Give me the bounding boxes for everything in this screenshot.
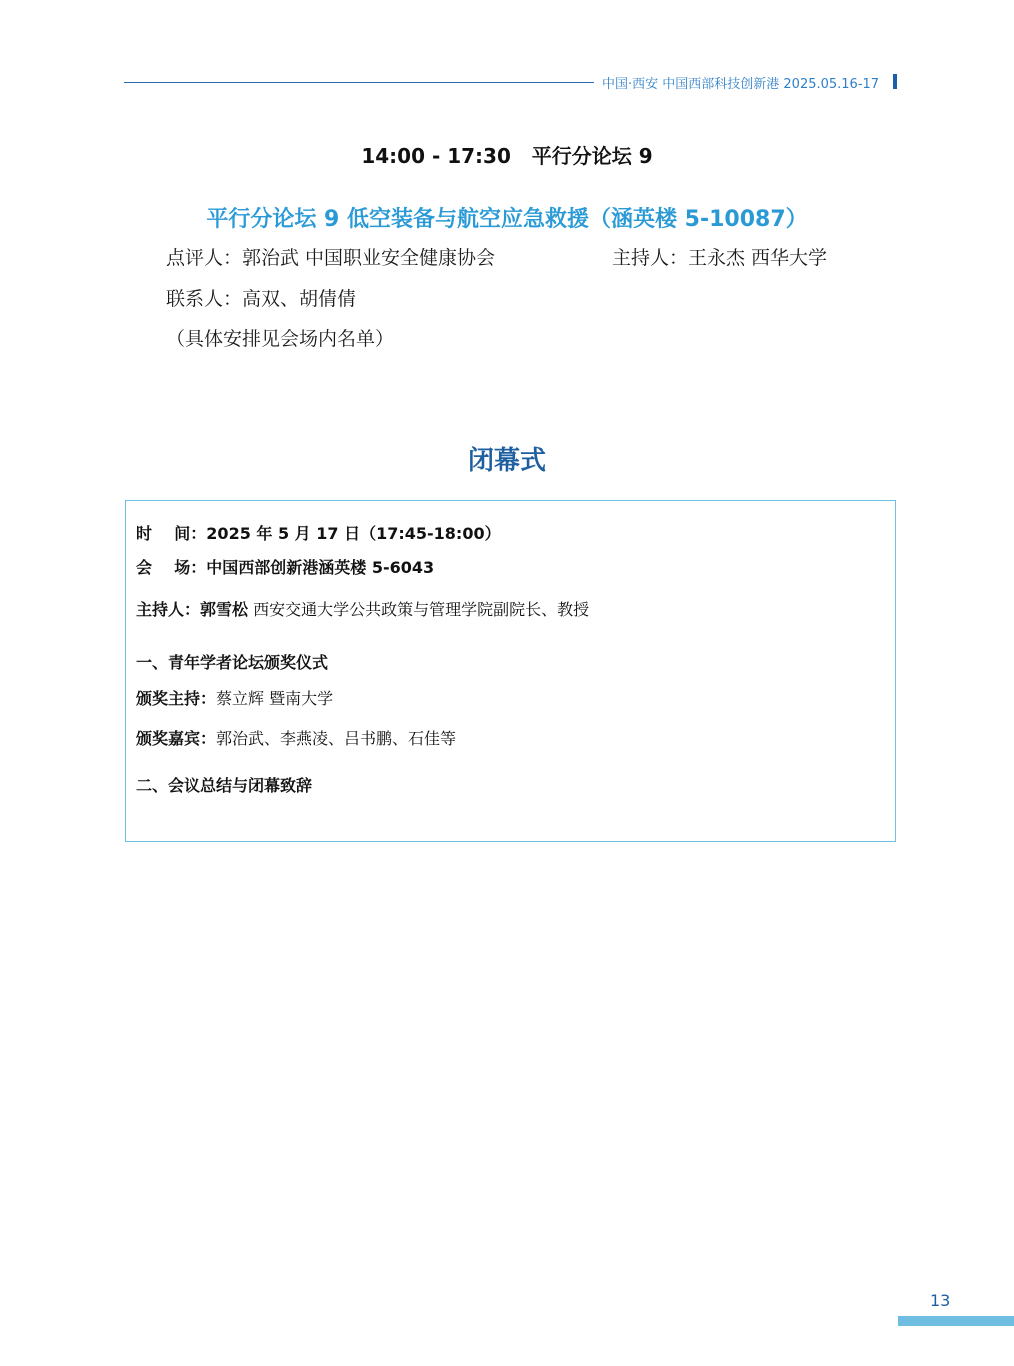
page-number: 13 — [930, 1291, 951, 1310]
header-text: 中国·西安 中国西部科技创新港 2025.05.16-17 — [602, 77, 880, 92]
closing-time-value: 2025 年 5 月 17 日（17:45-18:00） — [206, 524, 501, 543]
closing-time-label: 时 间： — [136, 524, 207, 543]
award-guests-label: 颁奖嘉宾： — [136, 729, 217, 748]
forum-title: 平行分论坛 9 低空装备与航空应急救援（涵英楼 5-10087） — [206, 207, 808, 232]
header-accent-bar — [893, 74, 897, 89]
closing-host-row — [136, 597, 589, 620]
award-guests-row — [136, 726, 456, 749]
closing-host-desc: 西安交通大学公共政策与管理学院副院长、教授 — [248, 600, 590, 619]
closing-info-box — [125, 500, 896, 842]
closing-section-2 — [136, 773, 312, 796]
closing-venue-value: 中国西部创新港涵英楼 5-6043 — [206, 558, 435, 577]
session-time-title: 14:00 - 17:30 平行分论坛 9 — [361, 144, 653, 168]
header-rule — [124, 82, 594, 83]
section-1-title: 一、青年学者论坛颁奖仪式 — [136, 653, 329, 672]
award-host-value: 蔡立辉 暨南大学 — [216, 689, 334, 708]
closing-host-label: 主持人： — [136, 600, 201, 619]
closing-host-name: 郭雪松 — [200, 600, 249, 619]
forum-note: （具体安排见会场内名单） — [166, 328, 395, 350]
closing-venue-label: 会 场： — [136, 558, 207, 577]
forum-reviewer: 点评人：郭治武 中国职业安全健康协会 — [166, 247, 496, 269]
closing-section-1 — [136, 650, 328, 673]
forum-contact: 联系人：高双、胡倩倩 — [166, 288, 357, 310]
forum-host: 主持人：王永杰 西华大学 — [612, 247, 828, 269]
award-host-label: 颁奖主持： — [136, 689, 217, 708]
closing-title: 闭幕式 — [467, 446, 546, 476]
award-host-row — [136, 686, 333, 709]
footer-accent-bar — [898, 1316, 1014, 1326]
award-guests-value: 郭治武、李燕凌、吕书鹏、石佳等 — [216, 729, 457, 748]
section-2-title: 二、会议总结与闭幕致辞 — [136, 776, 313, 795]
closing-time-row — [136, 521, 501, 544]
closing-venue-row — [136, 555, 434, 578]
